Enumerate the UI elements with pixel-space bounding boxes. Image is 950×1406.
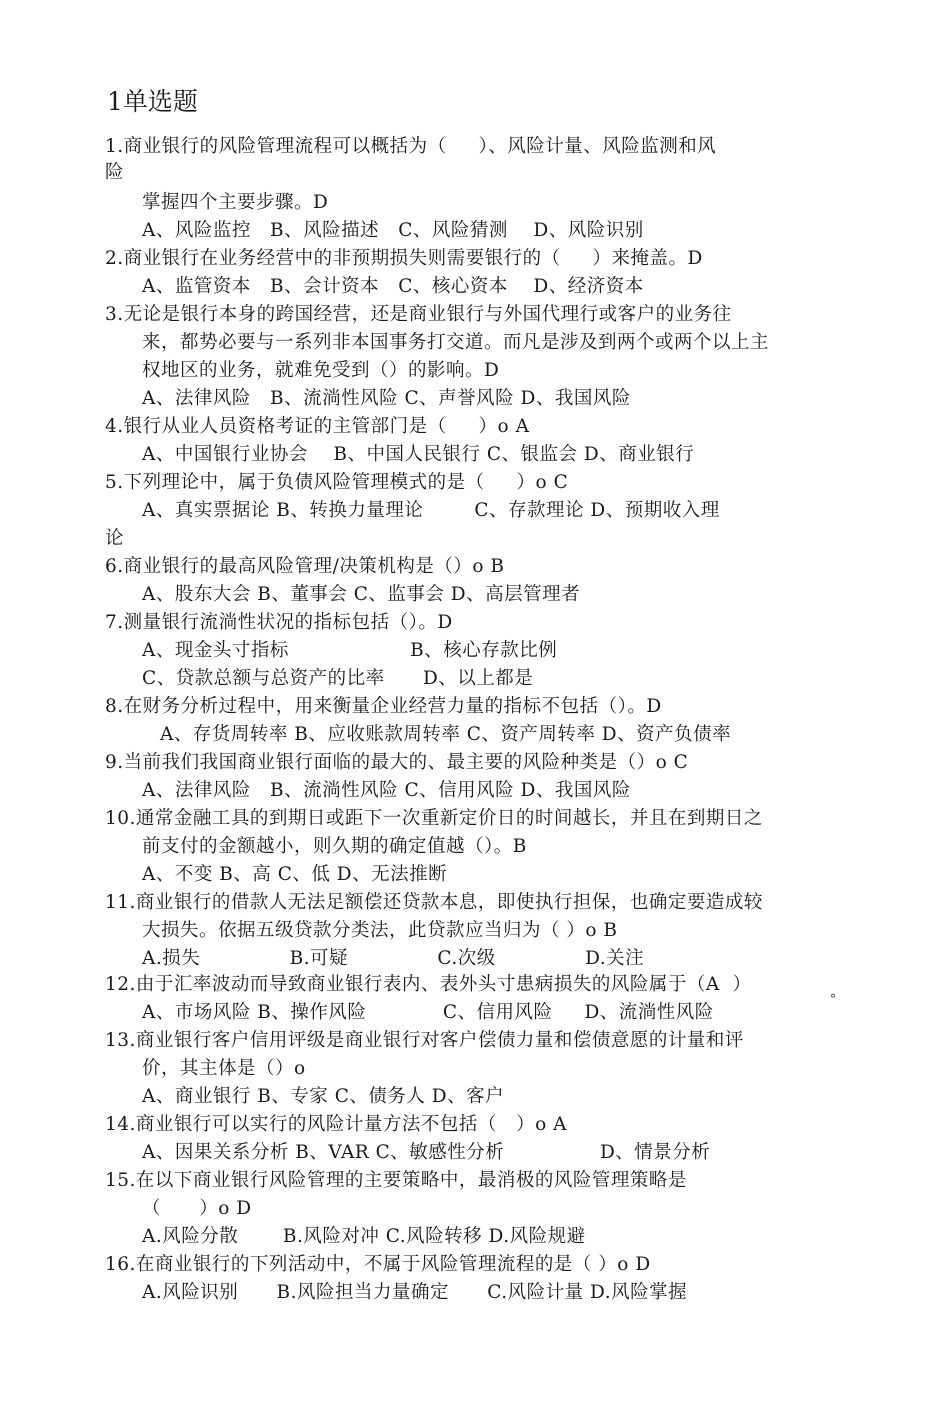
- question-2-stem: 2.商业银行在业务经营中的非预期损失则需要银行的（ ）来掩盖。D: [105, 248, 703, 269]
- question-5-options: A、真实票据论 B、转换力量理论 C、存款理论 D、预期收入理: [142, 500, 720, 521]
- question-1-line-2: 险: [105, 162, 125, 183]
- question-11-line-2: 大损失。依据五级贷款分类法，此贷款应当归为（ ）o B: [142, 920, 618, 941]
- question-7-stem: 7.测量银行流淌性状况的指标包括（）。D: [105, 612, 453, 633]
- question-3-options: A、法律风险 B、流淌性风险 C、声誉风险 D、我国风险: [142, 388, 631, 409]
- stray-mark: °: [830, 992, 836, 1006]
- question-13-line-2: 价，其主体是（）o: [142, 1058, 306, 1079]
- question-3-line-3: 权地区的业务，就难免受到（）的影响。D: [142, 360, 500, 381]
- question-8-options: A、存货周转率 B、应收账款周转率 C、资产周转率 D、资产负债率: [160, 724, 732, 745]
- question-1-line-3: 掌握四个主要步骤。D: [142, 192, 329, 213]
- question-4-options: A、中国银行业协会 B、中国人民银行 C、银监会 D、商业银行: [142, 444, 695, 465]
- question-14-options: A、因果关系分析 B、VAR C、敏感性分析 D、情景分析: [142, 1142, 711, 1163]
- question-1-line-1: 1.商业银行的风险管理流程可以概括为（ ）、风险计量、风险监测和风: [105, 136, 717, 157]
- question-14-stem: 14.商业银行可以实行的风险计量方法不包括（ ）o A: [105, 1114, 567, 1135]
- question-13-line-1: 13.商业银行客户信用评级是商业银行对客户偿债力量和偿债意愿的计量和评: [105, 1030, 744, 1051]
- question-8-stem: 8.在财务分析过程中，用来衡量企业经营力量的指标不包括（）。D: [105, 696, 662, 717]
- question-2-options: A、监管资本 B、会计资本 C、核心资本 D、经济资本: [142, 276, 644, 297]
- question-4-stem: 4.银行从业人员资格考证的主管部门是（ ）o A: [105, 416, 530, 437]
- question-10-line-1: 10.通常金融工具的到期日或距下一次重新定价日的时间越长，并且在到期日之: [105, 808, 763, 829]
- question-5-options-wrap: 论: [105, 528, 125, 549]
- question-3-line-1: 3.无论是银行本身的跨国经营，还是商业银行与外国代理行或客户的业务往: [105, 304, 732, 325]
- question-11-line-1: 11.商业银行的借款人无法足额偿还贷款本息，即使执行担保，也确定要造成较: [105, 892, 763, 913]
- question-9-options: A、法律风险 B、流淌性风险 C、信用风险 D、我国风险: [142, 780, 631, 801]
- question-7-options-1: A、现金头寸指标 B、核心存款比例: [142, 640, 558, 661]
- question-12-options: A、市场风险 B、操作风险 C、信用风险 D、流淌性风险: [142, 1002, 714, 1023]
- question-15-line-1: 15.在以下商业银行风险管理的主要策略中，最消极的风险管理策略是: [105, 1170, 687, 1191]
- section-heading: 1单选题: [107, 87, 198, 116]
- question-1-options: A、风险监控 B、风险描述 C、风险猜测 D、风险识别: [142, 220, 644, 241]
- question-15-options: A.风险分散 B.风险对冲 C.风险转移 D.风险规避: [142, 1226, 586, 1247]
- question-11-options: A.损失 B.可疑 C.次级 D.关注: [142, 948, 645, 969]
- question-15-line-2: （ ）o D: [142, 1198, 252, 1219]
- question-3-line-2: 来，都势必要与一系列非本国事务打交道。而凡是涉及到两个或两个以上主: [142, 332, 770, 353]
- question-7-options-2: C、贷款总额与总资产的比率 D、以上都是: [142, 668, 534, 689]
- question-6-stem: 6.商业银行的最高风险管理/决策机构是（）o B: [105, 556, 505, 577]
- question-10-line-2: 前支付的金额越小，则久期的确定值越（）。B: [142, 836, 527, 857]
- question-16-options: A.风险识别 B.风险担当力量确定 C.风险计量 D.风险掌握: [142, 1282, 688, 1303]
- question-13-options: A、商业银行 B、专家 C、债务人 D、客户: [142, 1086, 505, 1107]
- question-10-options: A、不变 B、高 C、低 D、无法推断: [142, 864, 448, 885]
- question-12-stem: 12.由于汇率波动而导致商业银行表内、表外头寸患病损失的风险属于（A ）: [105, 974, 752, 995]
- question-9-stem: 9.当前我们我国商业银行面临的最大的、最主要的风险种类是（）o C: [105, 752, 689, 773]
- question-5-stem: 5.下列理论中，属于负债风险管理模式的是（ ）o C: [105, 472, 569, 493]
- question-16-stem: 16.在商业银行的下列活动中，不属于风险管理流程的是（ ）o D: [105, 1254, 651, 1275]
- question-6-options: A、股东大会 B、董事会 C、监事会 D、高层管理者: [142, 584, 581, 605]
